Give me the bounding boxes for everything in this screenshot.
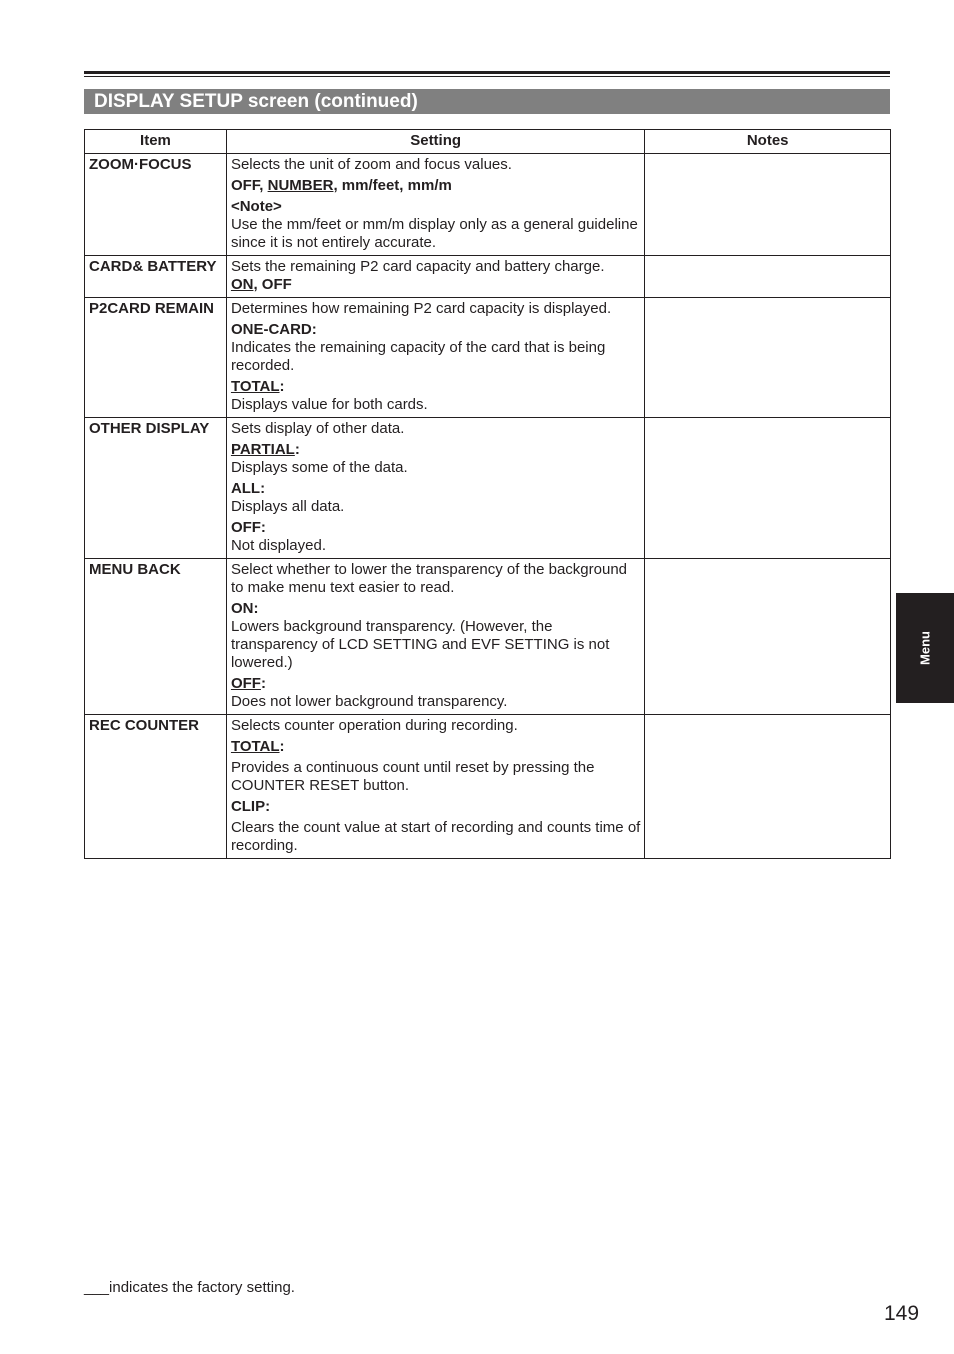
table-header-row [85,130,891,154]
option-label: CLIP: [230,798,271,815]
option-description: Provides a continuous count until reset by pressing the COUNTER RESET button. [230,759,595,794]
notes-cell [645,154,891,256]
option-description: Clears the count value at start of recording and counts time of recording. [230,819,641,854]
factory-default-option: NUMBER [267,177,334,194]
notes-cell [645,298,891,418]
option-label: ON: [230,600,259,617]
table-row [85,298,891,418]
setting-cell [226,256,644,298]
item-cell: P2CARD REMAIN [85,298,227,418]
option-description: Not displayed. [230,537,326,554]
option-description: Lowers background transparency. (However, the transparency of LCD SETTING and EVF SETTING is not lowered.) [230,618,610,671]
option-description: Displays some of the data. [230,459,408,476]
option-label: TOTAL: [230,738,285,755]
note-label: <Note> [230,198,282,215]
option-text: OFF, [230,177,268,194]
settings-table [84,129,891,859]
setting-description: Determines how remaining P2 card capacity is displayed. [230,300,612,317]
header-rule-thin [84,76,890,77]
option-text: , OFF [253,276,292,293]
setting-cell [226,715,644,859]
option-description: Displays all data. [230,498,345,515]
setting-options [231,276,640,294]
factory-default-option: ON [230,276,254,293]
setting-cell [226,559,644,715]
table-row [85,715,891,859]
setting-description: Selects counter operation during recording. [230,717,518,734]
item-cell: REC COUNTER [85,715,227,859]
factory-setting-footnote: ___indicates the factory setting. [84,1279,295,1296]
table-row [85,154,891,256]
table-row [85,256,891,298]
setting-description: Sets the remaining P2 card capacity and battery charge. [230,258,605,275]
setting-description: Sets display of other data. [230,420,405,437]
option-label: OFF: [230,519,266,536]
option-description: Indicates the remaining capacity of the card that is being recorded. [230,339,606,374]
note-text: Use the mm/feet or mm/m display only as a general guideline since it is not entirely accurate. [230,216,638,251]
table-row [85,559,891,715]
setting-cell [226,154,644,256]
notes-cell [645,559,891,715]
column-header-setting: Setting [226,130,644,154]
column-header-notes: Notes [645,130,891,154]
setting-description: Select whether to lower the transparency of the background to make menu text easier to read. [230,561,628,596]
notes-cell [645,418,891,559]
side-tab-label: Menu [917,631,933,665]
option-description: Displays value for both cards. [230,396,428,413]
header-rule-thick [84,71,890,74]
column-header-item: Item [85,130,227,154]
setting-options [231,177,640,195]
option-label: ALL: [230,480,266,497]
setting-description: Selects the unit of zoom and focus values. [230,156,512,173]
page-number: 149 [884,1302,920,1325]
option-label: OFF: [230,675,266,692]
factory-default-option: PARTIAL [230,441,295,458]
setting-cell [226,298,644,418]
menu-side-tab [896,593,954,703]
item-cell: OTHER DISPLAY [85,418,227,559]
setting-cell [226,418,644,559]
factory-default-option: TOTAL [230,738,280,755]
factory-default-option: TOTAL [230,378,280,395]
item-cell: ZOOM·FOCUS [85,154,227,256]
option-label: ONE-CARD: [230,321,317,338]
table-row [85,418,891,559]
item-cell: CARD& BATTERY [85,256,227,298]
section-title: DISPLAY SETUP screen (continued) [84,89,890,114]
option-text: , mm/feet, mm/m [333,177,452,194]
option-label: TOTAL: [230,378,285,395]
item-cell: MENU BACK [85,559,227,715]
notes-cell [645,256,891,298]
notes-cell [645,715,891,859]
factory-default-option: OFF [230,675,261,692]
option-label: PARTIAL: [230,441,300,458]
option-description: Does not lower background transparency. [230,693,508,710]
